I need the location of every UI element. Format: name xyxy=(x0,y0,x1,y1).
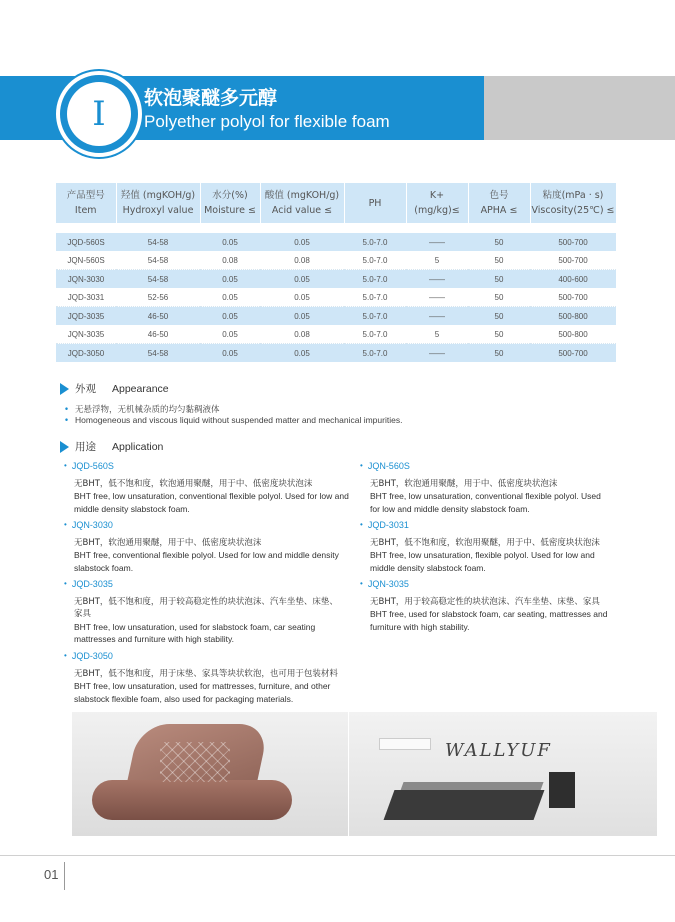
appearance-heading-en: Appearance xyxy=(112,382,169,395)
cell: JQN-3035 xyxy=(56,325,116,344)
cell: 54-58 xyxy=(116,344,200,363)
page-number: 01 xyxy=(44,867,59,882)
bedroom-photo xyxy=(349,712,657,836)
cell: 0.05 xyxy=(200,325,260,344)
application-en: BHT free, low unsaturation, used for slabstock foam, car seating mattresses and furniture with high stability. xyxy=(74,621,316,644)
application-en: BHT free, used for slabstock foam, car seating, mattresses and furniture with high stability. xyxy=(370,609,608,632)
header-item: 产品型号 Item xyxy=(56,183,116,223)
cell: 5 xyxy=(406,325,468,344)
cell: —— xyxy=(406,288,468,307)
table-row xyxy=(56,251,616,270)
table-header-row xyxy=(56,183,616,223)
appearance-text-en xyxy=(64,415,402,426)
cell: 500-700 xyxy=(530,344,616,363)
cell: 0.05 xyxy=(260,233,344,251)
cell: 46-50 xyxy=(116,307,200,326)
cell: JQN-3030 xyxy=(56,270,116,289)
application-item xyxy=(64,519,349,574)
bullet-dot-icon: • xyxy=(64,520,67,529)
cell: 46-50 xyxy=(116,325,200,344)
cell: 0.05 xyxy=(260,270,344,289)
wall-lettering: WALLYUF xyxy=(445,740,552,761)
cell: 5.0-7.0 xyxy=(344,233,406,251)
page-title-en: Polyether polyol for flexible foam xyxy=(144,112,390,131)
application-heading-cn: 用途 xyxy=(75,441,96,453)
cell: 50 xyxy=(468,233,530,251)
application-cn: 无BHT，软泡通用聚醚，用于中、低密度块状泡沫 xyxy=(370,478,558,489)
cell: 50 xyxy=(468,325,530,344)
cell: 0.05 xyxy=(200,233,260,251)
header-acid: 酸值 (mgKOH/g) Acid value ≤ xyxy=(260,183,344,223)
cell: 5 xyxy=(406,251,468,270)
cell: —— xyxy=(406,344,468,363)
product-code: JQN-3030 xyxy=(71,520,113,530)
appearance-text-cn xyxy=(64,403,220,415)
cell: 0.05 xyxy=(200,307,260,326)
cell: JQD-3035 xyxy=(56,307,116,326)
application-cn: 无BHT，软泡通用聚醚，用于中、低密度块状泡沫 xyxy=(74,537,262,548)
page-title-cn: 软泡聚醚多元醇 xyxy=(144,87,278,109)
cell: 50 xyxy=(468,251,530,270)
cell: 50 xyxy=(468,307,530,326)
cell: 5.0-7.0 xyxy=(344,344,406,363)
product-code: JQD-3035 xyxy=(71,579,113,589)
header-ph: PH xyxy=(344,183,406,223)
bullet-dot-icon: • xyxy=(64,405,70,415)
cell: 0.05 xyxy=(260,307,344,326)
cell: 0.05 xyxy=(260,288,344,307)
cell: 0.05 xyxy=(260,344,344,363)
product-code: JQN-3035 xyxy=(367,579,409,589)
cell: 0.08 xyxy=(200,251,260,270)
application-item xyxy=(64,650,342,705)
application-item xyxy=(64,578,342,646)
application-item xyxy=(360,460,610,515)
cell: 0.05 xyxy=(200,288,260,307)
application-heading xyxy=(60,439,163,454)
application-en: BHT free, low unsaturation, flexible polyol. Used for low and middle density slabstock foam. xyxy=(370,550,595,573)
cell: 5.0-7.0 xyxy=(344,251,406,270)
product-code: JQD-560S xyxy=(71,461,114,471)
table-row xyxy=(56,233,616,251)
page-number-bar xyxy=(64,862,65,890)
cell: —— xyxy=(406,307,468,326)
application-en: BHT free, low unsaturation, conventional flexible polyol. Used for low and middle density slabstock foam. xyxy=(74,491,349,514)
cell: 50 xyxy=(468,344,530,363)
application-cn: 无BHT，用于较高稳定性的块状泡沫、汽车坐垫、床垫、家具 xyxy=(370,596,600,607)
table-row xyxy=(56,270,616,289)
spec-table xyxy=(56,183,617,362)
cell: —— xyxy=(406,233,468,251)
header-color: 色号 APHA ≤ xyxy=(468,183,530,223)
cell: 0.08 xyxy=(260,251,344,270)
table-row xyxy=(56,288,616,307)
cell: 50 xyxy=(468,288,530,307)
footer-divider xyxy=(0,855,675,856)
product-code: JQD-3031 xyxy=(367,520,409,530)
cell: 500-700 xyxy=(530,251,616,270)
cell: 500-700 xyxy=(530,233,616,251)
car-seat-photo xyxy=(72,712,348,836)
cell: 400-600 xyxy=(530,270,616,289)
cell: 54-58 xyxy=(116,233,200,251)
cell: JQN-560S xyxy=(56,251,116,270)
table-gap xyxy=(56,223,616,233)
seat-cushion-shape xyxy=(92,780,292,820)
cell: 5.0-7.0 xyxy=(344,307,406,326)
table-row xyxy=(56,344,616,363)
bullet-dot-icon: • xyxy=(360,579,363,588)
header-viscosity: 粘度(mPa · s) Viscosity(25℃) ≤ xyxy=(530,183,616,223)
application-item xyxy=(360,578,615,633)
cell: 0.05 xyxy=(200,344,260,363)
section-numeral-badge xyxy=(56,71,142,157)
cell: JQD-3050 xyxy=(56,344,116,363)
cell: JQD-560S xyxy=(56,233,116,251)
application-heading-en: Application xyxy=(112,440,164,453)
seat-stitch-pattern xyxy=(160,742,230,782)
cell: —— xyxy=(406,270,468,289)
application-cn: 无BHT，低不饱和度，用于较高稳定性的块状泡沫、汽车坐垫、床垫、家具 xyxy=(74,596,338,619)
cell: 52-56 xyxy=(116,288,200,307)
cell: 0.08 xyxy=(260,325,344,344)
cell: 500-700 xyxy=(530,288,616,307)
application-cn: 无BHT，低不饱和度，软泡用聚醚，用于中、低密度块状泡沫 xyxy=(370,537,600,548)
appearance-en-label: Homogeneous and viscous liquid without suspended matter and mechanical impurities. xyxy=(75,415,403,425)
bullet-dot-icon: • xyxy=(64,461,67,470)
header-gray-band xyxy=(484,76,675,140)
application-en: BHT free, low unsaturation, conventional flexible polyol. Used for low and middle density slabstock foam. xyxy=(370,491,601,514)
cell: 54-58 xyxy=(116,270,200,289)
cell: 5.0-7.0 xyxy=(344,325,406,344)
cell: 50 xyxy=(468,270,530,289)
cell: 0.05 xyxy=(200,270,260,289)
application-en: BHT free, low unsaturation, used for mattresses, furniture, and other slabstock flexible foam, also used for packaging materials. xyxy=(74,681,331,704)
appearance-heading-cn: 外观 xyxy=(75,383,96,395)
bullet-dot-icon: • xyxy=(360,461,363,470)
cell: JQD-3031 xyxy=(56,288,116,307)
bullet-dot-icon: • xyxy=(64,416,70,426)
application-cn: 无BHT，低不饱和度，用于床垫、家具等块状软泡，也可用于包装材料 xyxy=(74,668,338,679)
cell: 5.0-7.0 xyxy=(344,270,406,289)
appearance-cn-label: 无悬浮物，无机械杂质的均匀黏稠液体 xyxy=(75,405,220,415)
bullet-dot-icon: • xyxy=(64,579,67,588)
air-conditioner-shape xyxy=(379,738,431,750)
application-cn: 无BHT，低不饱和度，软泡通用聚醚，用于中、低密度块状泡沫 xyxy=(74,478,313,489)
application-item xyxy=(360,519,610,574)
bullet-dot-icon: • xyxy=(360,520,363,529)
cell: 5.0-7.0 xyxy=(344,288,406,307)
header-hydroxyl: 羟值 (mgKOH/g) Hydroxyl value xyxy=(116,183,200,223)
arrow-right-icon xyxy=(60,383,69,395)
header-moisture: 水分(%) Moisture ≤ xyxy=(200,183,260,223)
header-potassium: K+ (mg/kg)≤ xyxy=(406,183,468,223)
bullet-dot-icon: • xyxy=(64,651,67,660)
table-row xyxy=(56,325,616,344)
cabinet-shape xyxy=(549,772,575,808)
table-row xyxy=(56,307,616,326)
appearance-heading xyxy=(60,381,169,396)
cell: 500-800 xyxy=(530,307,616,326)
bed-frame-shape xyxy=(384,790,545,820)
cell: 500-800 xyxy=(530,325,616,344)
product-code: JQD-3050 xyxy=(71,651,113,661)
product-code: JQN-560S xyxy=(367,461,410,471)
application-en: BHT free, conventional flexible polyol. Used for low and middle density slabstock foam. xyxy=(74,550,339,573)
arrow-right-icon xyxy=(60,441,69,453)
cell: 54-58 xyxy=(116,251,200,270)
section-numeral: I xyxy=(67,82,131,146)
application-item xyxy=(64,460,349,515)
